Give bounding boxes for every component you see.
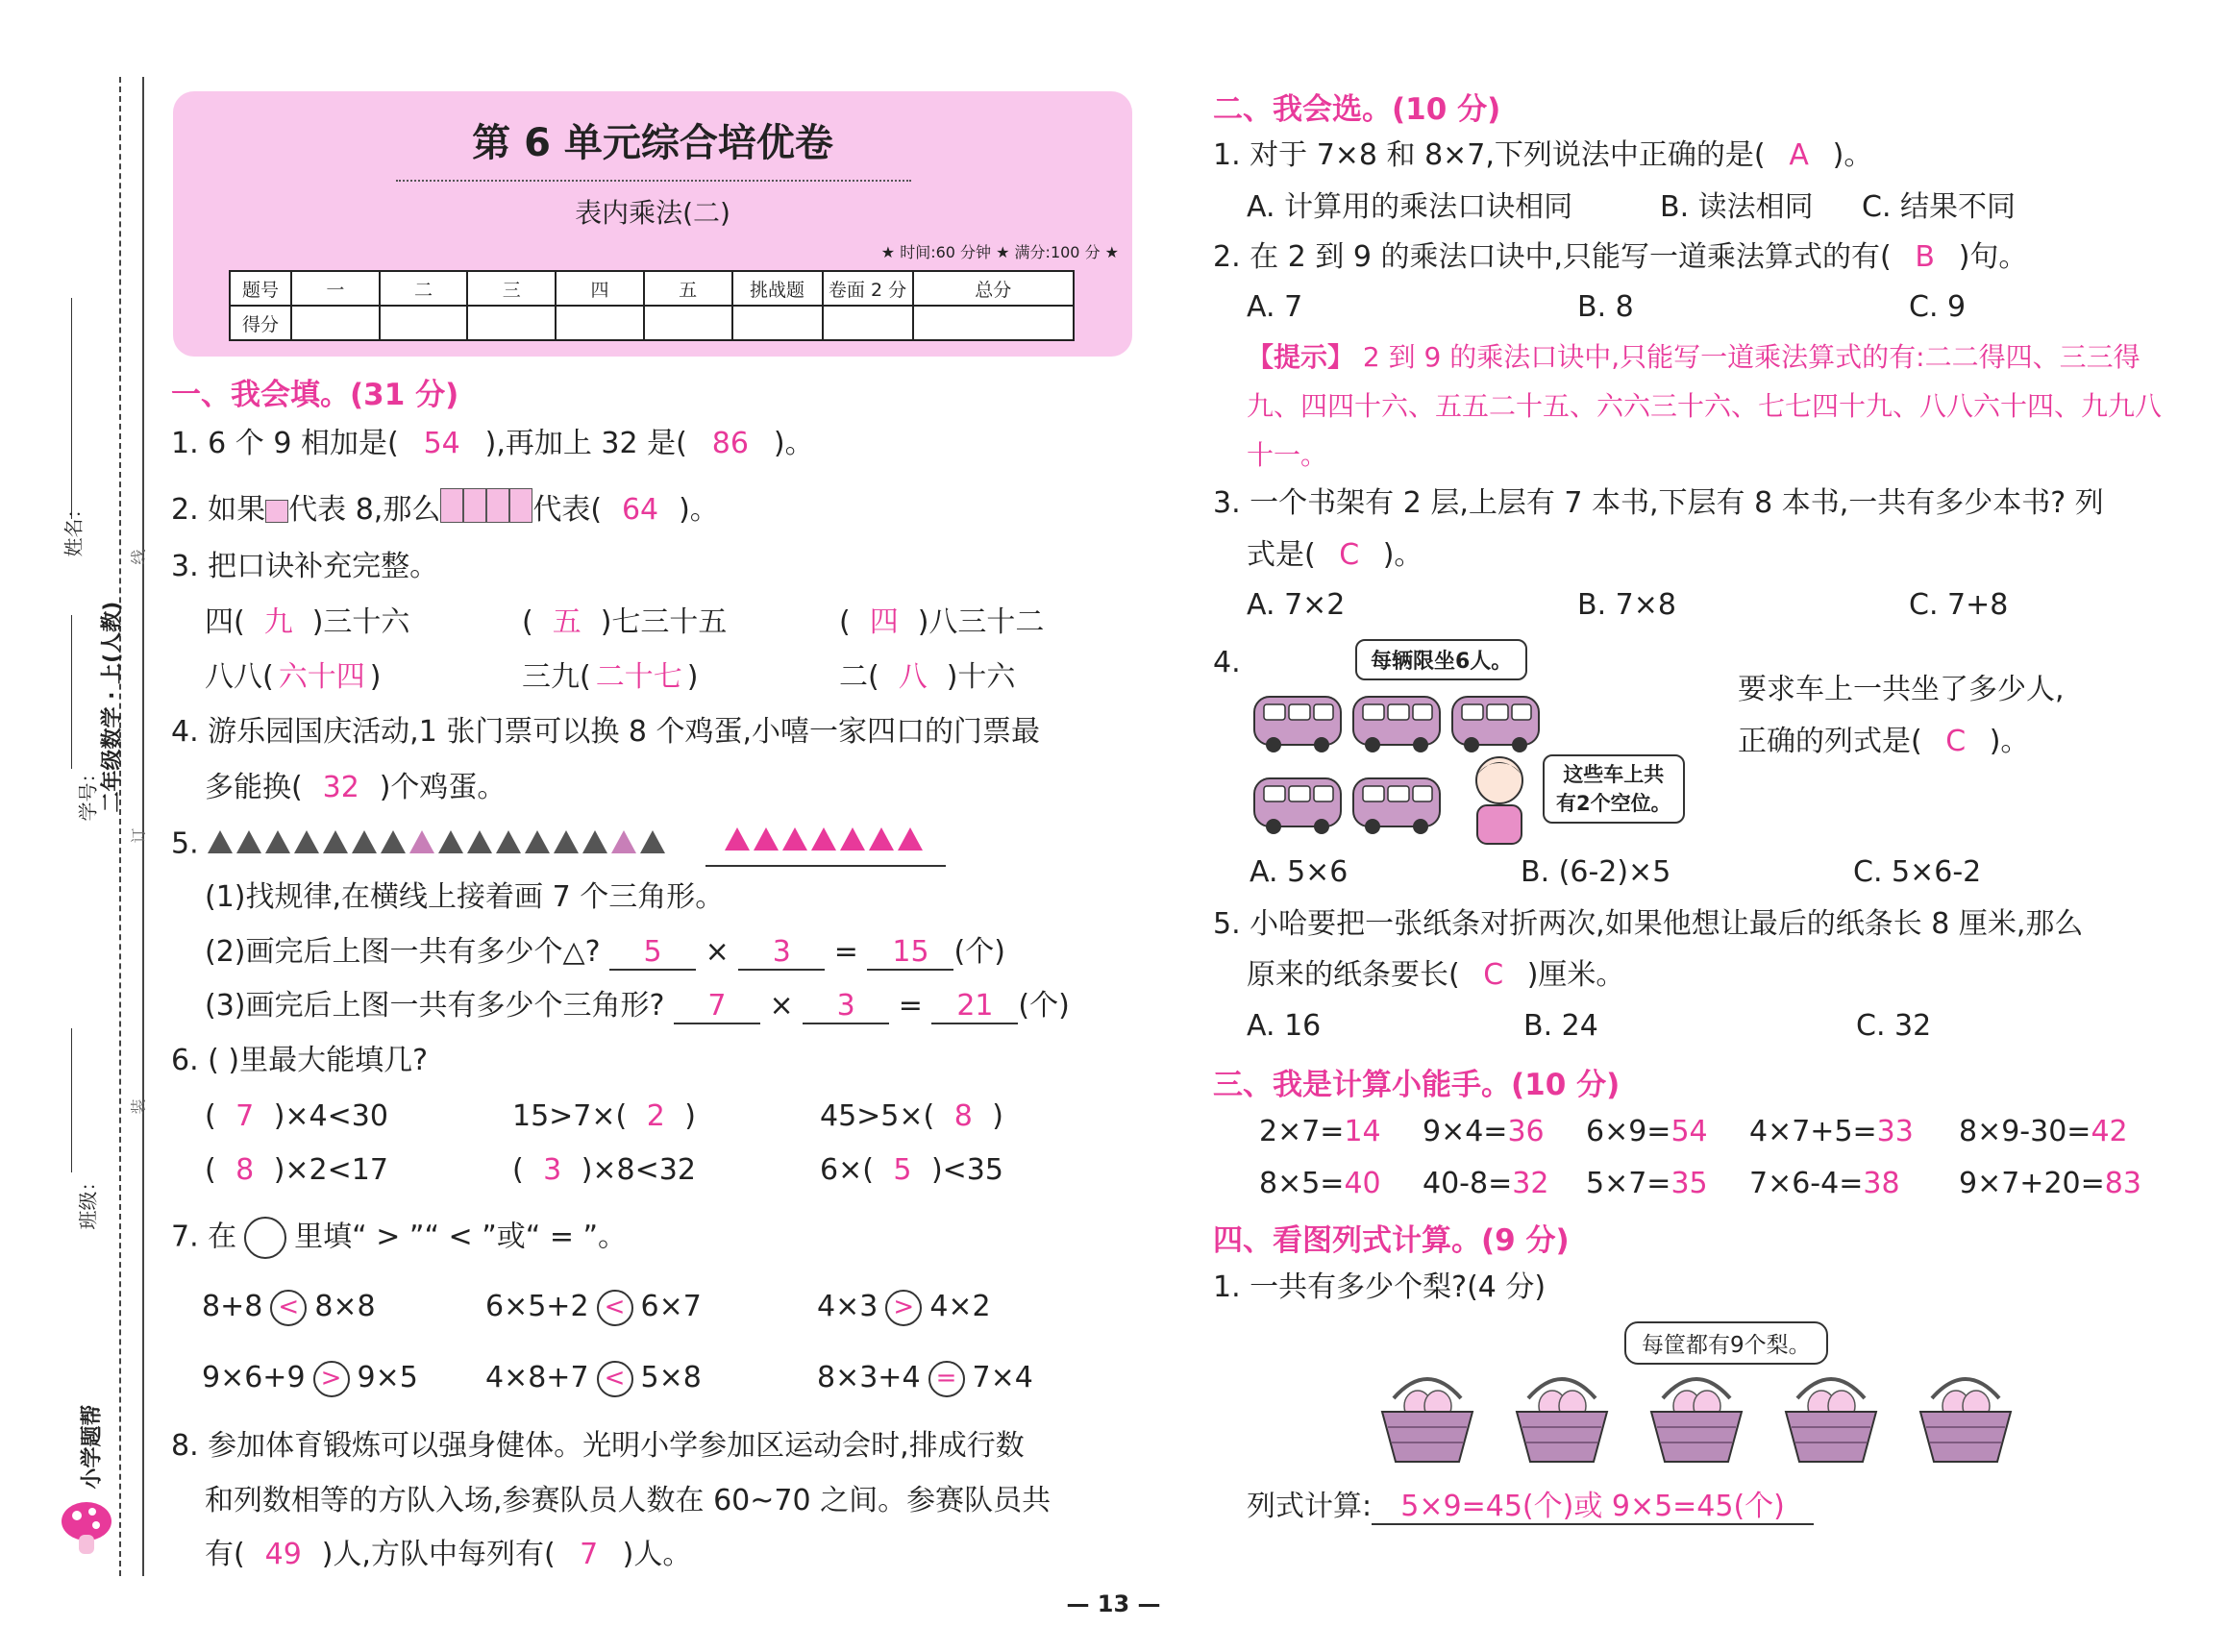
s2-q2-options: A. 7 B. 8 C. 9 [1247,290,1967,324]
header-box [173,91,1132,357]
s1-q3: 3. 把口诀补充完整。 [171,550,439,583]
solid-margin-line [142,77,144,1576]
s2-q3-options: A. 7×2 B. 7×8 C. 7+8 [1247,588,2009,622]
s1-q3-row1: 四( 九 )三十六 ( 五 )七三十五 ( 四 )八三十二 [205,605,1045,639]
time-score-meta: ★ 时间:60 分钟 ★ 满分:100 分 ★ [880,243,1119,261]
s1-q8-line3: 有( 49 )人,方队中每列有( 7 )人。 [205,1538,692,1571]
section-4-heading: 四、看图列式计算。(9 分) [1213,1223,1570,1258]
s2-q2-hint-line2: 九、四四十六、五五二十五、六六三十六、七七四十九、八八六十四、九九八 [1247,390,2163,422]
cut-mark-ding: 订 [129,827,148,844]
s1-q4-line2: 多能换( 32 )个鸡蛋。 [205,771,507,804]
s2-q3-line1: 3. 一个书架有 2 层,上层有 7 本书,下层有 8 本书,一共有多少本书? 列 [1213,486,2104,520]
s1-q7-row2: 9×6+9 > 9×5 4×8+7 < 5×8 8×3+4 = 7×4 [202,1359,1033,1397]
s2-q4-options: A. 5×6 B. (6-2)×5 C. 5×6-2 [1250,855,1982,889]
section-2-heading: 二、我会选。(10 分) [1213,92,1501,127]
s1-q5-pattern: 5. [171,823,946,867]
pink-square [265,500,288,523]
brand-label: 小学题帮 [80,1404,105,1490]
s2-q4-text1: 要求车上一共坐了多少人, [1738,673,2065,706]
cut-mark-xian: 线 [129,549,148,565]
triangle-answer-line[interactable] [705,823,946,867]
mushroom-logo [58,1494,115,1562]
title-divider [396,180,911,182]
s2-q5-line2: 原来的纸条要长( C )厘米。 [1247,958,1625,992]
triangle-pattern [208,826,669,864]
section-1-heading: 一、我会填。(31 分) [171,378,459,412]
page-number: — 13 — [1066,1590,1161,1617]
s1-q2: 2. 如果 代表 8,那么 代表( 64 )。 [171,488,719,533]
s2-q5-line1: 5. 小哈要把一张纸条对折两次,如果他想让最后的纸条长 8 厘米,那么 [1213,907,2084,941]
s1-q5-part2: (2)画完后上图一共有多少个△? 5 × 3 = 15 (个) [205,935,1005,969]
s3-row2: 8×5=40 40-8=32 5×7=35 7×6-4=38 9×7+20=83 [1259,1167,2141,1200]
s1-q4-line1: 4. 游乐园国庆活动,1 张门票可以换 8 个鸡蛋,小嘻一家四口的门票最 [171,715,1041,749]
speech-bubble-limit: 每辆限坐6人。 [1355,639,1527,680]
s1-q1: 1. 6 个 9 相加是( 54 ),再加上 32 是( 86 )。 [171,427,814,460]
calc-answer-line[interactable]: 5×9=45(个)或 9×5=45(个) [1372,1491,1814,1525]
four-squares [440,488,532,533]
number-field[interactable]: 学号： [58,615,115,807]
s2-q1: 1. 对于 7×8 和 8×7,下列说法中正确的是( A )。 [1213,138,1873,172]
section-3-heading: 三、我是计算小能手。(10 分) [1213,1068,1621,1102]
speech-bubble-pears: 每筐都有9个梨。 [1624,1321,1828,1365]
s4-q1: 1. 一共有多少个梨?(4 分) [1213,1270,1547,1304]
book-label: 二年级数学 · 上(人教) [100,601,125,813]
s4-calc: 列式计算: 5×9=45(个)或 9×5=45(个) [1247,1488,1814,1526]
dashed-cut-line [119,77,121,1576]
s1-q5-part1: (1)找规律,在横线上接着画 7 个三角形。 [205,880,725,914]
name-field[interactable]: 姓名： [58,298,115,586]
s1-q7-row1: 8+8 < 8×8 6×5+2 < 6×7 4×3 > 4×2 [202,1288,991,1326]
s1-q6-row1: ( 7 )×4<30 15>7×( 2 ) 45>5×( 8 ) [205,1099,1003,1133]
s2-q1-options: A. 计算用的乘法口诀相同 B. 读法相同 C. 结果不同 [1247,190,2017,224]
s2-q5-options: A. 16 B. 24 C. 32 [1247,1009,1932,1043]
score-table: 题号 一 二 三 四 五 挑战题 卷面 2 分 总分 得分 [229,270,1075,341]
bus-illustration [1250,634,1720,846]
speech-bubble-seats: 这些车上共 有2个空位。 [1543,754,1685,824]
s1-q5-part3: (3)画完后上图一共有多少个三角形? 7 × 3 = 21 (个) [205,989,1070,1023]
s2-q4-text2: 正确的列式是( C )。 [1738,725,2030,758]
s1-q6-row2: ( 8 )×2<17 ( 3 )×8<32 6×( 5 )<35 [205,1153,1003,1187]
s1-q8-line2: 和列数相等的方队入场,参赛队员人数在 60~70 之间。参赛队员共 [205,1484,1052,1517]
s1-q7: 7. 在 里填“ > ”“ < ”或“ = ”。 [171,1217,627,1259]
pear-baskets [1374,1369,2028,1475]
cut-mark-zhuang: 装 [129,1098,148,1115]
s3-row1: 2×7=14 9×4=36 6×9=54 4×7+5=33 8×9-30=42 [1259,1115,2128,1148]
page-title: 第 6 单元综合培优卷 [472,121,833,165]
class-field[interactable]: 班级： [58,1028,115,1249]
s2-q2-hint-line1: 【提示】 2 到 9 的乘法口诀中,只能写一道乘法算式的有:二二得四、三三得 [1247,341,2140,373]
s2-q3-line2: 式是( C )。 [1247,538,1423,572]
empty-circle [244,1217,286,1259]
s1-q3-row2: 八八( 六十四 ) 三九( 二十七 ) 二( 八 )十六 [205,660,1016,694]
child-icon [1466,750,1533,846]
binding-margin [58,77,154,1586]
subtitle: 表内乘法(二) [575,197,730,229]
s2-q2: 2. 在 2 到 9 的乘法口诀中,只能写一道乘法算式的有( B )句。 [1213,240,2028,274]
s2-q4-label: 4. [1213,646,1241,679]
s1-q6: 6. ( )里最大能填几? [171,1044,429,1077]
s1-q8-line1: 8. 参加体育锻炼可以强身健体。光明小学参加区运动会时,排成行数 [171,1429,1025,1463]
s2-q2-hint-line3: 十一。 [1247,439,1328,471]
